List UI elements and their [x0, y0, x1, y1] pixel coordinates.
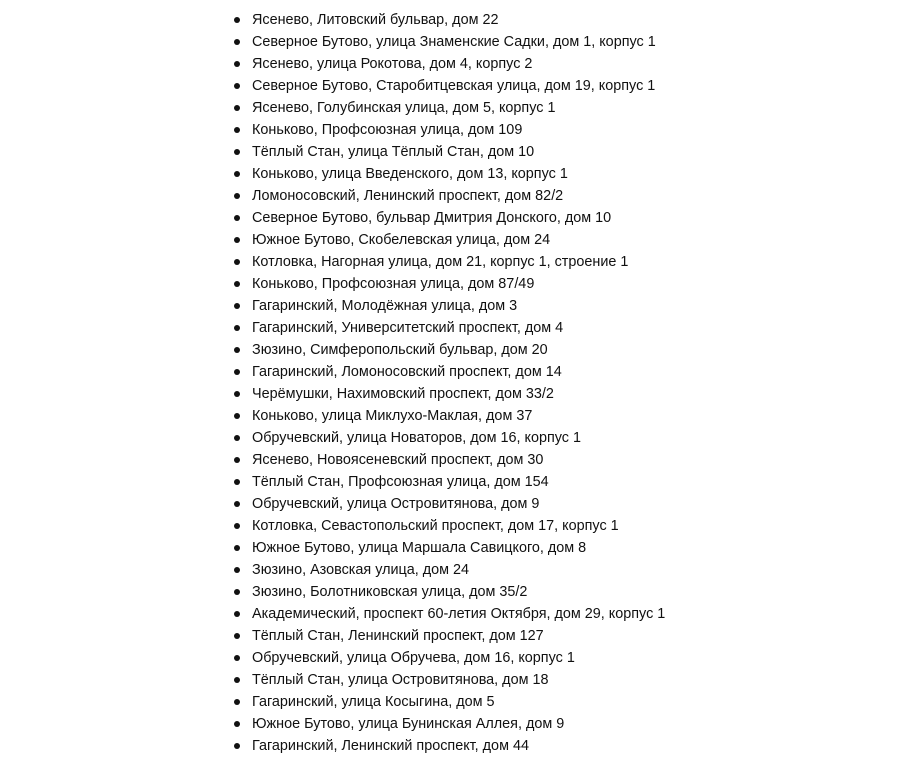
bullet-icon	[234, 83, 240, 89]
bullet-icon	[234, 501, 240, 507]
address-text: Коньково, Профсоюзная улица, дом 109	[252, 122, 523, 138]
address-text: Гагаринский, улица Косыгина, дом 5	[252, 694, 495, 710]
list-item	[0, 515, 918, 537]
address-text: Черёмушки, Нахимовский проспект, дом 33/2	[252, 386, 554, 402]
list-item	[0, 97, 918, 119]
list-item	[0, 273, 918, 295]
bullet-icon	[234, 303, 240, 309]
list-item	[0, 317, 918, 339]
address-text: Северное Бутово, бульвар Дмитрия Донского, дом 10	[252, 210, 612, 226]
bullet-icon	[234, 633, 240, 639]
bullet-icon	[234, 545, 240, 551]
bullet-icon	[234, 171, 240, 177]
list-item	[0, 31, 918, 53]
list-item	[0, 361, 918, 383]
bullet-icon	[234, 61, 240, 67]
list-item	[0, 207, 918, 229]
address-text: Тёплый Стан, улица Тёплый Стан, дом 10	[252, 144, 535, 160]
address-text: Гагаринский, Ломоносовский проспект, дом 14	[252, 364, 562, 380]
bullet-icon	[234, 127, 240, 133]
list-item	[0, 119, 918, 141]
address-text: Котловка, Нагорная улица, дом 21, корпус 1, строение 1	[252, 254, 629, 270]
list-item	[0, 625, 918, 647]
address-text: Обручевский, улица Островитянова, дом 9	[252, 496, 540, 512]
bullet-icon	[234, 149, 240, 155]
bullet-icon	[234, 369, 240, 375]
address-text: Южное Бутово, Скобелевская улица, дом 24	[252, 232, 551, 248]
bullet-icon	[234, 699, 240, 705]
address-text: Ломоносовский, Ленинский проспект, дом 82/2	[252, 188, 564, 204]
list-item	[0, 537, 918, 559]
bullet-icon	[234, 281, 240, 287]
bullet-icon	[234, 567, 240, 573]
list-item	[0, 251, 918, 273]
address-text: Тёплый Стан, улица Островитянова, дом 18	[252, 672, 549, 688]
address-text: Обручевский, улица Обручева, дом 16, корпус 1	[252, 650, 575, 666]
list-item	[0, 295, 918, 317]
address-text: Ясенево, Литовский бульвар, дом 22	[252, 12, 499, 28]
address-text: Ясенево, Новоясеневский проспект, дом 30	[252, 452, 544, 468]
list-item	[0, 163, 918, 185]
address-text: Ясенево, Голубинская улица, дом 5, корпус 1	[252, 100, 556, 116]
address-text: Обручевский, улица Новаторов, дом 16, корпус 1	[252, 430, 582, 446]
bullet-icon	[234, 611, 240, 617]
bullet-icon	[234, 479, 240, 485]
list-item	[0, 427, 918, 449]
list-item	[0, 229, 918, 251]
bullet-icon	[234, 17, 240, 23]
list-item	[0, 383, 918, 405]
address-text: Ясенево, улица Рокотова, дом 4, корпус 2	[252, 56, 533, 72]
bullet-icon	[234, 589, 240, 595]
bullet-icon	[234, 523, 240, 529]
list-item	[0, 493, 918, 515]
address-text: Коньково, Профсоюзная улица, дом 87/49	[252, 276, 535, 292]
list-item	[0, 449, 918, 471]
list-item	[0, 559, 918, 581]
list-item	[0, 471, 918, 493]
address-text: Гагаринский, Ленинский проспект, дом 44	[252, 738, 529, 754]
address-text: Тёплый Стан, Профсоюзная улица, дом 154	[252, 474, 549, 490]
address-text: Академический, проспект 60-летия Октября, дом 29, корпус 1	[252, 606, 666, 622]
address-text: Зюзино, Болотниковская улица, дом 35/2	[252, 584, 528, 600]
address-text: Коньково, улица Миклухо-Маклая, дом 37	[252, 408, 533, 424]
bullet-icon	[234, 347, 240, 353]
list-item	[0, 185, 918, 207]
bullet-icon	[234, 721, 240, 727]
bullet-icon	[234, 325, 240, 331]
address-text: Северное Бутово, Старобитцевская улица, дом 19, корпус 1	[252, 78, 656, 94]
address-text: Котловка, Севастопольский проспект, дом 17, корпус 1	[252, 518, 619, 534]
bullet-icon	[234, 193, 240, 199]
list-item	[0, 9, 918, 31]
bullet-icon	[234, 391, 240, 397]
address-text: Гагаринский, Университетский проспект, дом 4	[252, 320, 564, 336]
bullet-icon	[234, 655, 240, 661]
list-item	[0, 75, 918, 97]
bullet-icon	[234, 237, 240, 243]
address-text: Зюзино, Азовская улица, дом 24	[252, 562, 470, 578]
bullet-icon	[234, 259, 240, 265]
bullet-icon	[234, 457, 240, 463]
list-item	[0, 691, 918, 713]
list-item	[0, 141, 918, 163]
list-item	[0, 647, 918, 669]
bullet-icon	[234, 435, 240, 441]
list-item	[0, 339, 918, 361]
bullet-icon	[234, 413, 240, 419]
list-item	[0, 581, 918, 603]
bullet-icon	[234, 215, 240, 221]
address-list	[0, 9, 918, 757]
list-item	[0, 603, 918, 625]
address-text: Гагаринский, Молодёжная улица, дом 3	[252, 298, 518, 314]
bullet-icon	[234, 677, 240, 683]
list-item	[0, 735, 918, 757]
bullet-icon	[234, 105, 240, 111]
list-item	[0, 405, 918, 427]
address-text: Тёплый Стан, Ленинский проспект, дом 127	[252, 628, 544, 644]
address-text: Зюзино, Симферопольский бульвар, дом 20	[252, 342, 548, 358]
address-text: Южное Бутово, улица Маршала Савицкого, дом 8	[252, 540, 587, 556]
address-text: Южное Бутово, улица Бунинская Аллея, дом 9	[252, 716, 565, 732]
list-item	[0, 53, 918, 75]
address-text: Северное Бутово, улица Знаменские Садки, дом 1, корпус 1	[252, 34, 656, 50]
list-item	[0, 713, 918, 735]
bullet-icon	[234, 39, 240, 45]
list-item	[0, 669, 918, 691]
address-text: Коньково, улица Введенского, дом 13, корпус 1	[252, 166, 568, 182]
bullet-icon	[234, 743, 240, 749]
